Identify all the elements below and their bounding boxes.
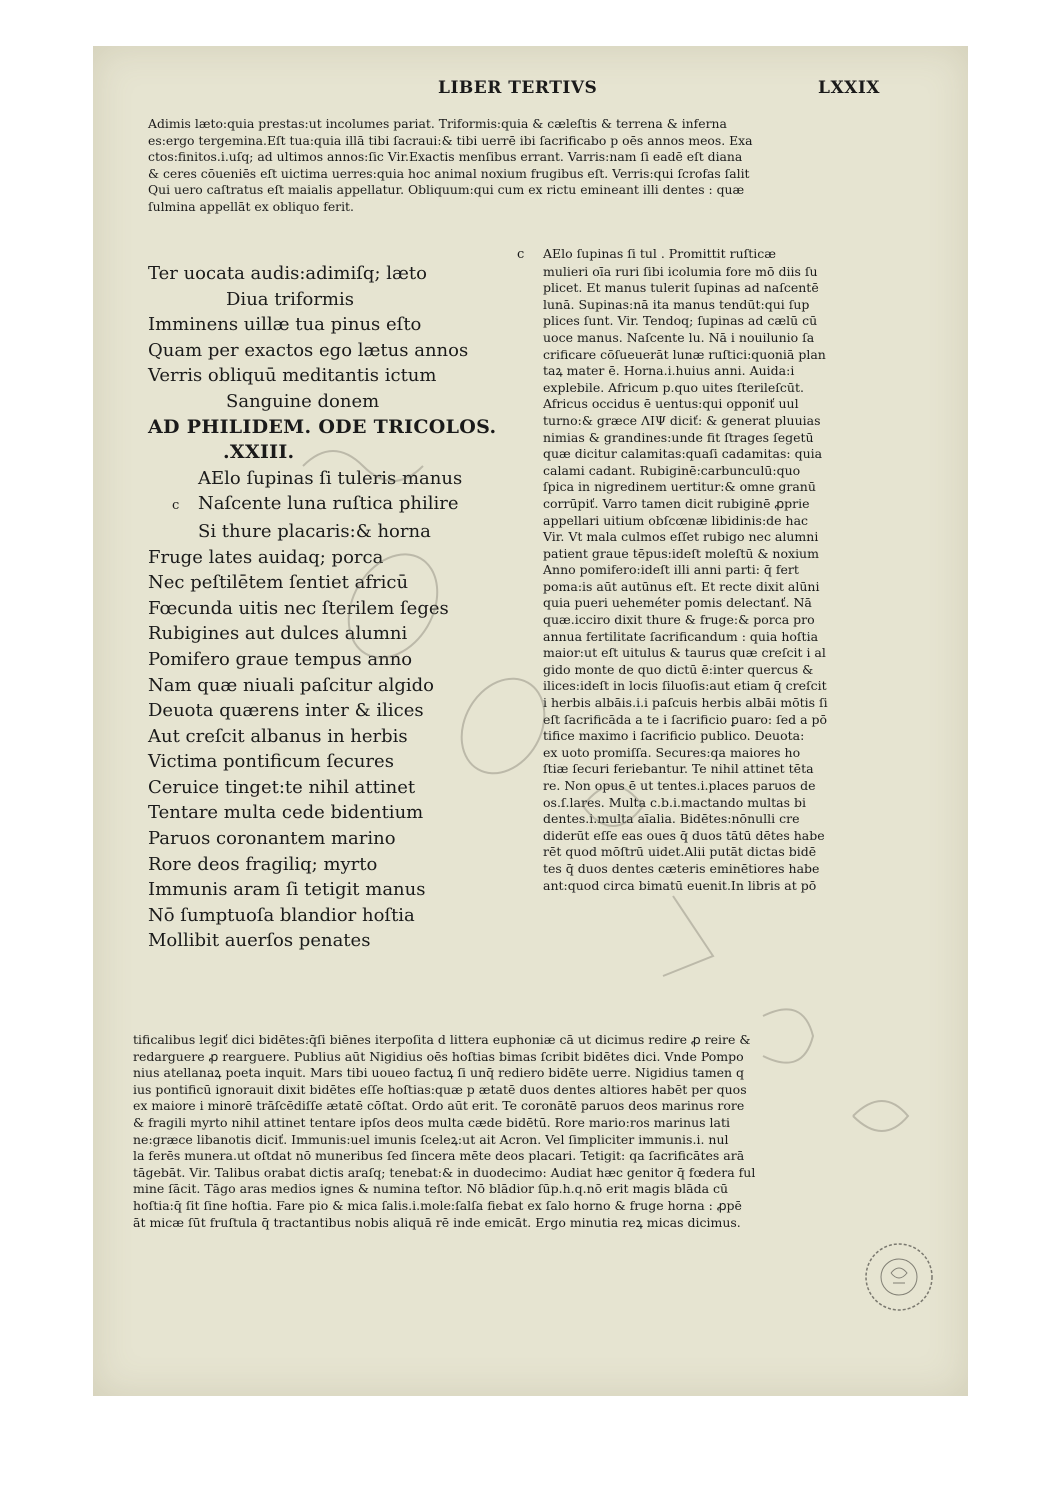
poem-line: Ceruice tinget:te nihil attinet: [148, 776, 416, 798]
commentary-line: mine ſācit. Tāgo aras medios ignes & numina teſtor. Nō blādior ſūp.h.q.nō erit magis blāda cū: [133, 1181, 729, 1197]
margin-mark: c: [172, 498, 180, 514]
poem-line: Fruge lates auidaq; porca: [148, 546, 384, 568]
commentary-line: quæ dicitur calamitas:quaſi cadamitas: quia: [543, 446, 823, 462]
commentary-line: nimias & grandines:unde fit ſtrages ſegetū: [543, 429, 814, 445]
commentary-line: plicet. Et manus tulerit ſupinas ad naſcentē: [543, 280, 819, 296]
book-page: [93, 46, 968, 1396]
poem-line: Nam quæ niuali paſcitur algido: [148, 674, 434, 696]
poem-line: Nō ſumptuoſa blandior hoſtia: [148, 904, 415, 926]
poem-line: Nec peſtilētem ſentiet africū: [148, 572, 409, 594]
commentary-line: uoce manus. Naſcente lu. Nā i nouilunio ſa: [543, 329, 815, 345]
library-stamp: [861, 1239, 937, 1315]
commentary-line: quæ.icciro dixit thure & fruge:& porca pro: [543, 612, 815, 628]
commentary-line: [517, 246, 883, 264]
poem-line: [148, 491, 533, 519]
commentary-line: la ferēs munera.ut oſtdat nō muneribus ſed ſincera mēte deos placari. Tetigit: qa ſacrificātes arā: [133, 1148, 745, 1164]
commentary-line: tifice maximo i ſacrificio publico. Deuota:: [543, 728, 805, 744]
commentary-line: ius pontificū ignorauit dixit bidētes eſſe hoſtias:quæ p ætatē duos dentes altiores habēt per quos: [133, 1081, 747, 1097]
commentary-line: āt micæ ſūt fruſtula q̄ tractantibus nobis aliquā rē inde emicāt. Ergo minutia reꝝ micas dicimus.: [133, 1214, 741, 1230]
top-commentary: [148, 116, 878, 215]
poem-line: Si thure placaris:& horna: [198, 520, 431, 542]
commentary-line: appellari uitium obſcœnæ libidinis:de hac: [543, 512, 809, 528]
commentary-line: tāgebāt. Vir. Talibus orabat dictis araſq; tenebat:& in duodecimo: Audiat hæc genitor q̄ fœdera ful: [133, 1164, 756, 1180]
commentary-line: Anno pomifero:ideſt illi anni parti: q̄ fert: [543, 562, 799, 578]
commentary-line: turno:& græce ΛΙΨ diciť: & generat pluuias: [543, 412, 821, 428]
commentary-line: ctos:finitos.i.uſq; ad ultimos annos:ſic Vir.Exactis menſibus errant. Varris:nam ſi eadē eſt diana: [148, 149, 743, 164]
commentary-line: Africus occidus ē uentus:qui opponiť uul: [543, 396, 799, 412]
commentary-line: & ceres cōueniēs eſt uictima uerres:quia hoc animal noxium frugibus eſt. Verris:qui ſcrofas ſalit: [148, 165, 750, 181]
commentary-line: mulieri oīa ruri ſibi icolumia fore mō diis ſu: [543, 263, 818, 279]
commentary-line: taꝝ mater ē. Horna.i.huius anni. Auida:i: [543, 363, 795, 379]
commentary-line: rēt quod mōſtrū uidet.Alii putāt dictas bidē: [543, 844, 817, 860]
poem-line: Imminens uillæ tua pinus eſto: [148, 314, 422, 336]
commentary-line: ant:quod circa bimatū euenit.In libris at pō: [543, 877, 817, 893]
commentary-line: tificalibus legiť dici bidētes:q̄ſi biēnes iterpoſita d littera euphoniæ cā ut dicimus redire ꝓ reire &: [133, 1032, 751, 1047]
poem-line: Quam per exactos ego lætus annos: [148, 339, 469, 361]
commentary-line: & fragili myrto nihil attinet tentare ipſos deos multa cæde bidētū. Rore mario:ros marinus lati: [133, 1114, 731, 1130]
commentary-line: quia pueri ueheméter pomis delectanť. Nā: [543, 595, 812, 611]
commentary-line: ex maiore i minorē trāſcēdiſſe ætatē cōſtat. Ordo aūt erit. Te coronātē paruos deos marinus rore: [133, 1098, 745, 1114]
ode-number: .XXIII.: [223, 441, 295, 464]
commentary-line: ne:græce libanotis diciť. Immunis:uel imunis ſceleꝝ:ut ait Acron. Vel ſimpliciter immunis.i. nul: [133, 1131, 729, 1147]
commentary-line: ilices:ideſt in locis ſiluoſis:aut etiam q̄ creſcit: [543, 678, 827, 694]
commentary-line: maior:ut eſt uitulus & taurus quæ creſcit i al: [543, 645, 826, 661]
commentary-line: eſt ſacrificāda a te i ſacrificio ꝑuaro: ſed a pō: [543, 711, 828, 727]
commentary-line: plices ſunt. Vir. Tendoq; ſupinas ad cælū cū: [543, 313, 818, 329]
commentary-line: ſpica in nigredinem uertitur:& omne granū: [543, 479, 816, 495]
commentary-line: poma:is aūt autūnus eſt. Et recte dixit alūni: [543, 578, 820, 594]
poem-line: Immunis aram ſi tetigit manus: [148, 879, 426, 901]
poem-line: Verris obliquū meditantis ictum: [148, 365, 437, 387]
poem-line: Ter uocata audis:adimiſq; læto: [148, 263, 427, 284]
poem-line: Deuota quærens inter & ilices: [148, 700, 424, 722]
poem-line: Mollibit auerſos penates: [148, 930, 371, 952]
commentary-line: os.ſ.lares. Multa c.b.i.mactando multas bi: [543, 794, 807, 810]
commentary-line: i herbis albāis.i.i paſcuis herbis albāi mōtis ſi: [543, 695, 828, 711]
poem-line: Rubigines aut dulces alumni: [148, 623, 408, 645]
poem-line: Aut creſcit albanus in herbis: [148, 725, 408, 747]
running-head: LIBER TERTIVS: [438, 78, 598, 98]
commentary-line: nius atellanaꝝ poeta inquit. Mars tibi uoueo factuꝝ ſi unq̄ rediero bidēte uerre. Nigidius tamen q: [133, 1065, 745, 1081]
commentary-line: hoſtia:q̄ ſit ſine hoſtia. Fare pio & mica ſalis.i.mole:ſalſa fiebat ex ſalo horno & fruge horna : ꝓpē: [133, 1197, 742, 1213]
poem-line: Rore deos fragiliq; myrto: [148, 853, 378, 875]
commentary-line: gido monte de quo dictū ē:inter quercus &: [543, 661, 814, 677]
commentary-line: dentes.i.multa aīalia. Bidētes:nōnulli cre: [543, 811, 800, 827]
folio-number: LXXIX: [818, 78, 880, 98]
commentary-line: Vir. Vt mala culmos eſſet rubigo nec alumni: [543, 529, 819, 545]
poem-line: AElo ſupinas ſi tuleris manus: [198, 467, 463, 489]
commentary-line: calami cadant. Rubiginē:carbunculū:quo: [543, 462, 801, 478]
poem-line: Paruos coronantem marino: [148, 828, 396, 850]
margin-mark: c: [517, 247, 525, 262]
poem-line: Tentare multa cede bidentium: [148, 802, 424, 824]
ode-heading: AD PHILIDEM. ODE TRICOLOS.: [148, 415, 497, 438]
poem-text: [148, 261, 533, 954]
commentary-line: explebile. Africum p.quo uites ſterileſcūt.: [543, 379, 804, 395]
commentary-line-text: AElo ſupinas ſi tul . Promittit ruſticæ: [543, 246, 777, 261]
commentary-line: lunā. Supinas:nā ita manus tendūt:qui ſup: [543, 296, 810, 312]
bottom-commentary: [133, 1032, 873, 1231]
commentary-line: Adimis læto:quia prestas:ut incolumes pariat. Triformis:quia & cæleſtis & terrena & inferna: [148, 116, 727, 131]
commentary-line: crificare cōſueuerāt lunæ ruſtici:quoniā plan: [543, 346, 826, 362]
commentary-line: ſulmina appellāt ex obliquo ferit.: [148, 198, 354, 214]
poem-line: Fœcunda uitis nec ſterilem ſeges: [148, 597, 449, 619]
commentary-line: ſtiæ ſecuri feriebantur. Te nihil attinet tēta: [543, 761, 814, 777]
commentary-line: ex uoto promiſſa. Secures:qa maiores ho: [543, 744, 801, 760]
commentary-line: es:ergo tergemina.Eſt tua:quia illā tibi ſacraui:& tibi uerrē ibi ſacrificabo p oēs annos meos. Exa: [148, 132, 753, 148]
commentary-line: patient graue tēpus:ideſt moleſtū & noxium: [543, 545, 819, 561]
poem-line: Pomifero graue tempus anno: [148, 648, 413, 670]
commentary-line: diderūt eſſe eas oues q̄ duos tātū dētes habe: [543, 827, 825, 843]
commentary-line: corrūpiť. Varro tamen dicit rubiginē ꝓprie: [543, 495, 810, 511]
commentary-line: tes q̄ duos dentes cæteris eminētiores habe: [543, 860, 820, 876]
commentary-line: re. Non opus ē ut tentes.i.places paruos de: [543, 778, 816, 793]
poem-line: Diua triformis: [226, 288, 354, 310]
poem-line-text: Naſcente luna ruſtica philire: [198, 493, 459, 515]
right-commentary: [517, 246, 883, 894]
commentary-line: redarguere ꝓ rearguere. Publius aūt Nigidius oēs hoſtias bimas ſcribit bidētes dici. Vnde Pompo: [133, 1048, 744, 1064]
poem-line: Victima pontificum ſecures: [148, 751, 394, 773]
poem-line: Sanguine donem: [226, 390, 380, 412]
commentary-line: Qui uero caſtratus eſt maialis appellatur. Obliquum:qui cum ex rictu emineant illi dentes : quæ: [148, 182, 745, 197]
commentary-line: annua fertilitate ſacrificandum : quia hoſtia: [543, 628, 819, 644]
